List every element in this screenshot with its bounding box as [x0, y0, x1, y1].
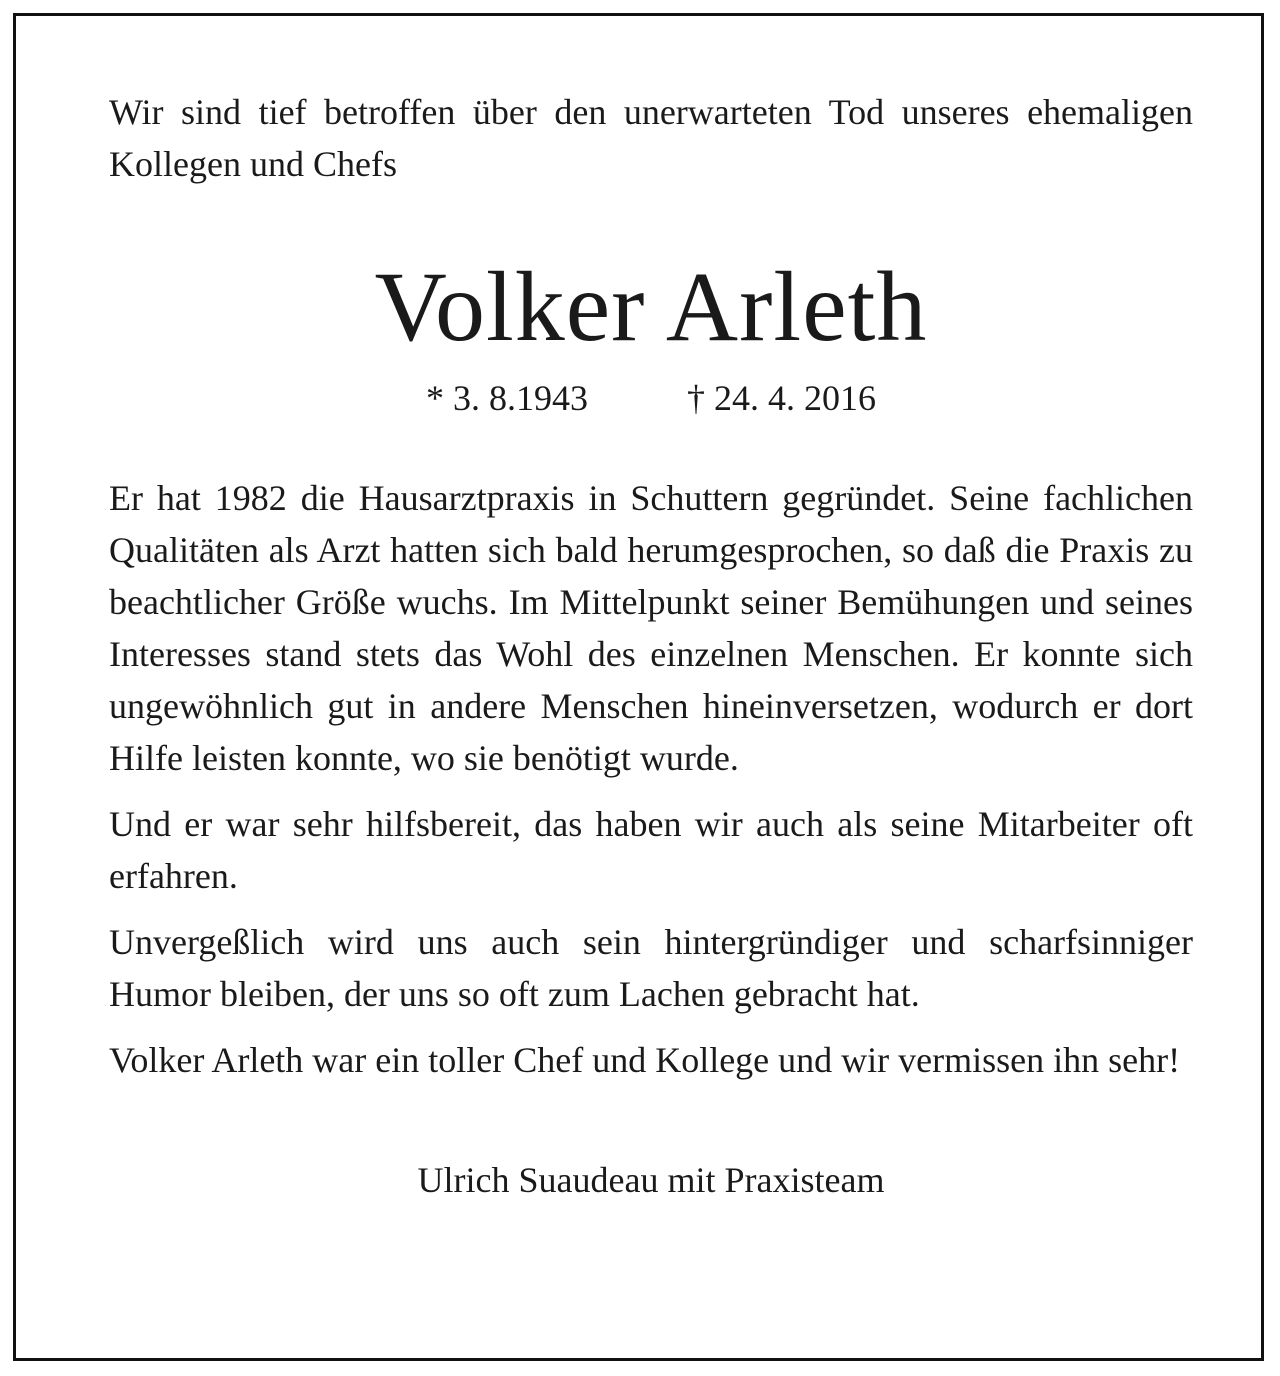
birth-date: * 3. 8.1943: [426, 378, 588, 418]
signature: Ulrich Suaudeau mit Praxisteam: [417, 1160, 885, 1200]
deceased-name: Volker Arleth: [374, 251, 928, 362]
tribute-paragraph: Er hat 1982 die Hausarztpraxis in Schuttern gegründet. Seine fachlichen Qualitäten als Arzt hatten sich bald herumgesprochen, so daß die Praxis zu beachtlicher Größe wuchs. Im Mittelpunkt seiner Bemühungen und seines Interesses stand stets das Wohl des einzelnen Menschen. Er konnte sich ungewöhnlich gut in andere Menschen hineinversetzen, wodurch er dort Hilfe leisten konnte, wo sie benötigt wurde.: [109, 478, 1193, 778]
tribute-paragraph: Unvergeßlich wird uns auch sein hintergründiger und scharfsinniger Humor bleiben, der uns so oft zum Lachen gebracht hat.: [109, 922, 1193, 1014]
tribute-paragraph: Volker Arleth war ein toller Chef und Kollege und wir vermissen ihn sehr!: [109, 1040, 1181, 1080]
death-date: † 24. 4. 2016: [687, 378, 876, 418]
tribute-text: [109, 472, 1193, 1086]
obituary-notice: [109, 86, 1193, 1202]
intro-text: Wir sind tief betroffen über den unerwarteten Tod unseres ehemaligen Kollegen und Chefs: [109, 92, 1193, 184]
notice-border: [13, 13, 1264, 1361]
life-dates: [109, 376, 1193, 420]
tribute-paragraph: Und er war sehr hilfsbereit, das haben wir auch als seine Mitarbeiter oft erfahren.: [109, 804, 1193, 896]
